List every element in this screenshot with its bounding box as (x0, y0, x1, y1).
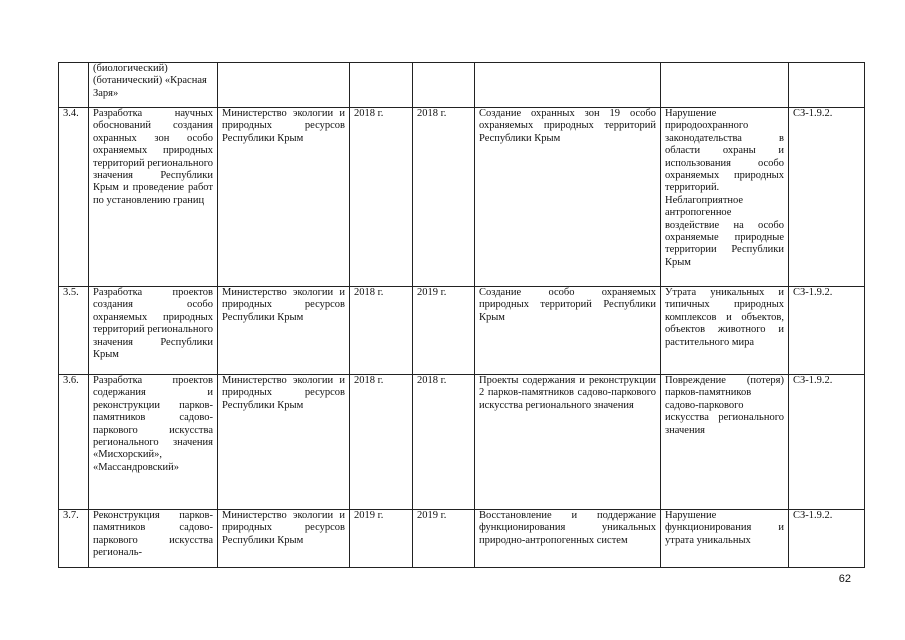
responsible-ministry: Министерство экологии и природных ресурсов Республики Крым (218, 375, 350, 510)
expected-result (475, 63, 661, 108)
responsible-ministry: Министерство экологии и природных ресурсов Республики Крым (218, 108, 350, 287)
end-year: 2018 г. (413, 108, 475, 287)
risk-consequence: Нарушение природоохранного законодательства в области охраны и использования особо охраняемых природных территорий. Неблагоприятное антропогенное воздействие на особо охраняемые природные территории Республики Крым (661, 108, 789, 287)
risk-consequence (661, 63, 789, 108)
risk-consequence: Нарушение функционирования и утрата уникальных (661, 510, 789, 568)
start-year (350, 63, 413, 108)
table-row (59, 108, 865, 287)
goal-code (789, 63, 865, 108)
start-year: 2018 г. (350, 108, 413, 287)
expected-result: Проекты содержания и реконструкции 2 парков-памятников садово-паркового искусства регионального значения (475, 375, 661, 510)
end-year (413, 63, 475, 108)
table-row (59, 287, 865, 375)
expected-result: Создание особо охраняемых природных территорий Республики Крым (475, 287, 661, 375)
responsible-ministry: Министерство экологии и природных ресурсов Республики Крым (218, 287, 350, 375)
end-year: 2019 г. (413, 287, 475, 375)
event-name: Разработка проектов создания особо охраняемых природных территорий регионального значения Республики Крым (89, 287, 218, 375)
goal-code: СЗ-1.9.2. (789, 510, 865, 568)
end-year: 2019 г. (413, 510, 475, 568)
expected-result: Восстановление и поддержание функционирования уникальных природно-антропогенных систем (475, 510, 661, 568)
start-year: 2019 г. (350, 510, 413, 568)
row-number: 3.6. (59, 375, 89, 510)
event-name: Разработка проектов содержания и реконструкции парков-памятников садово-паркового искусства регионального значения «Мисхорский», «Массандровский» (89, 375, 218, 510)
goal-code: СЗ-1.9.2. (789, 375, 865, 510)
page-number: 62 (838, 573, 851, 585)
row-number: 3.7. (59, 510, 89, 568)
row-number: 3.5. (59, 287, 89, 375)
responsible-ministry: Министерство экологии и природных ресурсов Республики Крым (218, 510, 350, 568)
risk-consequence: Повреждение (потеря) парков-памятников садово-паркового искусства регионального значения (661, 375, 789, 510)
row-number (59, 63, 89, 108)
start-year: 2018 г. (350, 375, 413, 510)
event-name: Разработка научных обоснований создания охранных зон особо охраняемых природных территорий регионального значения Республики Крым и проведение работ по установлению границ (89, 108, 218, 287)
row-number: 3.4. (59, 108, 89, 287)
table-row (59, 510, 865, 568)
responsible-ministry (218, 63, 350, 108)
program-table (58, 62, 865, 568)
event-name: Реконструкция парков-памятников садово-паркового искусства региональ- (89, 510, 218, 568)
risk-consequence: Утрата уникальных и типичных природных комплексов и объектов, объектов животного и растительного мира (661, 287, 789, 375)
event-name: (биологический) (ботанический) «Красная Заря» (89, 63, 218, 108)
goal-code: СЗ-1.9.2. (789, 108, 865, 287)
table-row (59, 375, 865, 510)
goal-code: СЗ-1.9.2. (789, 287, 865, 375)
start-year: 2018 г. (350, 287, 413, 375)
table-row (59, 63, 865, 108)
expected-result: Создание охранных зон 19 особо охраняемых природных территорий Республики Крым (475, 108, 661, 287)
end-year: 2018 г. (413, 375, 475, 510)
